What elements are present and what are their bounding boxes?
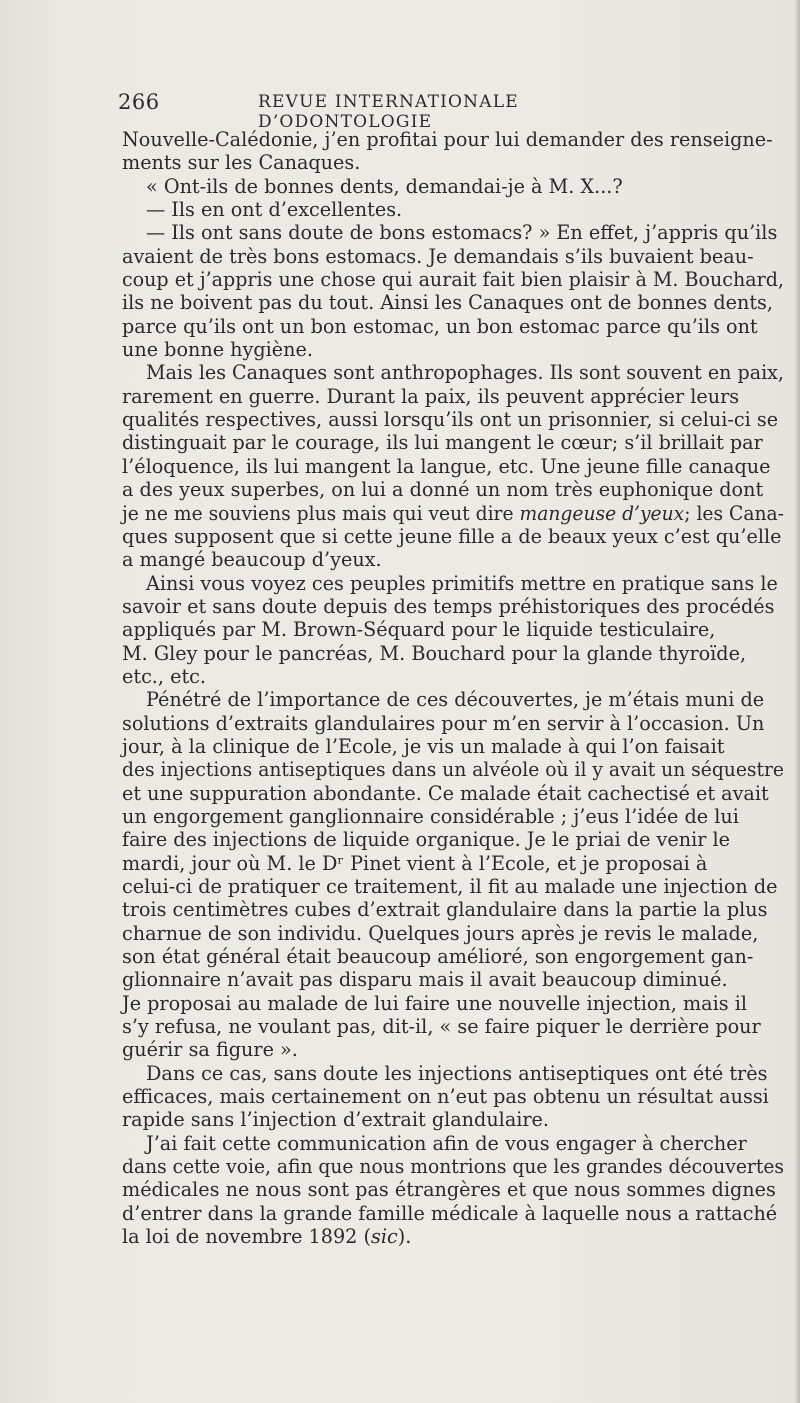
text-line-content: une bonne hygiène. [122,338,313,362]
text-line-content: Mais les Canaques sont anthropophages. Ils sont souvent en paix, [146,361,784,385]
text-line [122,408,784,431]
text-line-content: faire des injections de liquide organique. Je le priai de venir le [122,828,730,852]
text-line-content: rarement en guerre. Durant la paix, ils peuvent apprécier leurs [122,384,740,408]
page-number: 266 [118,90,160,114]
text-line [122,735,784,758]
text-line [122,1178,784,1201]
text-line [122,782,784,805]
text-line-content: Nouvelle-Calédonie, j’en profitai pour lui demander des renseigne- [122,128,773,151]
text-line [122,221,784,244]
italic-text: sic [370,1225,398,1249]
text-line-content: Dans ce cas, sans doute les injections antiseptiques ont été très [146,1061,768,1085]
text-line [122,291,784,314]
text-line-content: et une suppuration abondante. Ce malade était cachectisé et avait [122,781,769,805]
text-line [122,758,784,781]
text-line [122,431,784,454]
text-line-tail: ; les Cana- [684,501,784,525]
text-line-content: efficaces, mais certainement on n’eut pas obtenu un résultat aussi [122,1085,769,1109]
text-line-content: a mangé beaucoup d’yeux. [122,548,382,572]
italic-text: mangeuse d’yeux [519,501,685,525]
page-edge-shadow [794,0,800,1403]
text-line [122,665,784,688]
text-line-content: son état général était beaucoup amélioré, son engorgement gan- [122,945,754,969]
text-line-content: je ne me souviens plus mais qui veut dire [122,501,520,525]
text-line [122,968,784,991]
text-line-content: jour, à la clinique de l’Ecole, je vis un malade à qui l’on faisait [122,734,725,758]
text-line-content: solutions d’extraits glandulaires pour m’en servir à l’occasion. Un [122,711,765,735]
body-text [122,128,784,1249]
text-line-content: J’ai fait cette communication afin de vous engager à chercher [146,1131,747,1155]
text-line [122,525,784,548]
text-line-content: l’éloquence, ils lui mangent la langue, etc. Une jeune fille canaque [122,454,771,478]
text-line [122,385,784,408]
text-line [122,1225,784,1248]
text-line [122,361,784,384]
text-line [122,455,784,478]
text-line-content: coup et j’appris une chose qui aurait fait bien plaisir à M. Bouchard, [122,268,784,292]
text-line [122,1062,784,1085]
text-line [122,1155,784,1178]
text-line-content: Pénétré de l’importance de ces découvertes, je m’étais muni de [146,688,765,712]
text-line-content: celui-ci de pratiquer ce traitement, il fit au malade une injection de [122,875,778,898]
text-line-content: rapide sans l’injection d’extrait glandulaire. [122,1108,550,1132]
text-line-content: savoir et sans doute depuis des temps préhistoriques des procédés [122,594,775,618]
text-line-content: parce qu’ils ont un bon estomac, un bon estomac parce qu’ils ont [122,314,758,338]
text-line [122,828,784,851]
text-line-content: trois centimètres cubes d’extrait glandulaire dans la partie la plus [122,898,768,922]
text-line-content: etc., etc. [122,664,207,688]
text-line-content: a des yeux superbes, on lui a donné un nom très euphonique dont [122,478,764,502]
text-line [122,875,784,898]
running-title: REVUE INTERNATIONALE D’ODONTOLOGIE [258,92,519,132]
text-line-content: dans cette voie, afin que nous montrions que les grandes découvertes [122,1155,784,1179]
text-line-content: glionnaire n’avait pas disparu mais il avait beaucoup diminué. [122,968,728,992]
text-line [122,922,784,945]
text-line-content: s’y refusa, ne voulant pas, dit-il, « se faire piquer le derrière pour [122,1015,761,1039]
page-header [118,90,678,132]
text-line [122,548,784,571]
text-line [122,805,784,828]
text-line [122,268,784,291]
text-line [122,992,784,1015]
text-line-content: un engorgement ganglionnaire considérable ; j’eus l’idée de lui [122,804,739,828]
text-line [122,198,784,221]
text-line-content: mardi, jour où M. le Dʳ Pinet vient à l’Ecole, et je proposai à [122,851,708,875]
text-line [122,1202,784,1225]
text-line [122,572,784,595]
text-line-content: appliqués par M. Brown-Séquard pour le liquide testiculaire, [122,618,716,642]
text-line [122,688,784,711]
text-line-content: Je proposai au malade de lui faire une nouvelle injection, mais il [122,991,747,1015]
text-line [122,945,784,968]
text-line [122,175,784,198]
text-line-content: — Ils en ont d’excellentes. [146,198,403,222]
text-line-content: médicales ne nous sont pas étrangères et que nous sommes dignes [122,1178,776,1202]
text-line-content: qualités respectives, aussi lorsqu’ils ont un prisonnier, si celui-ci se [122,408,779,432]
text-line-content: des injections antiseptiques dans un alvéole où il y avait un séquestre [122,758,784,782]
text-line [122,898,784,921]
text-line-content: ques supposent que si cette jeune fille a de beaux yeux c’est qu’elle [122,524,782,548]
text-line [122,1038,784,1061]
text-line-content: — Ils ont sans doute de bons estomacs? » En effet, j’appris qu’ils [146,221,778,245]
text-line-content: guérir sa figure ». [122,1038,298,1062]
text-line [122,502,784,525]
text-line [122,712,784,735]
text-line-content: « Ont-ils de bonnes dents, demandai-je à M. X...? [146,174,623,198]
text-line-tail: ). [397,1225,412,1249]
text-line [122,1108,784,1131]
text-line [122,478,784,501]
text-line [122,642,784,665]
text-line [122,618,784,641]
text-line [122,151,784,174]
text-line [122,338,784,361]
text-line-content: d’entrer dans la grande famille médicale à laquelle nous a rattaché [122,1201,778,1225]
text-line [122,128,784,151]
text-line-content: charnue de son individu. Quelques jours après je revis le malade, [122,921,759,945]
text-line [122,245,784,268]
text-line [122,315,784,338]
text-line-content: distinguait par le courage, ils lui mangent le cœur; s’il brillait par [122,431,763,455]
text-line [122,852,784,875]
text-line [122,1132,784,1155]
text-line-content: ments sur les Canaques. [122,151,361,175]
text-line-content: ils ne boivent pas du tout. Ainsi les Canaques ont de bonnes dents, [122,291,773,315]
text-line-content: avaient de très bons estomacs. Je demandais s’ils buvaient beau- [122,244,754,268]
text-line-content: Ainsi vous voyez ces peuples primitifs mettre en pratique sans le [146,571,778,595]
text-line [122,1085,784,1108]
text-line [122,1015,784,1038]
text-line-content: la loi de novembre 1892 ( [122,1225,371,1249]
text-line-content: M. Gley pour le pancréas, M. Bouchard pour la glande thyroïde, [122,641,747,665]
text-line [122,595,784,618]
